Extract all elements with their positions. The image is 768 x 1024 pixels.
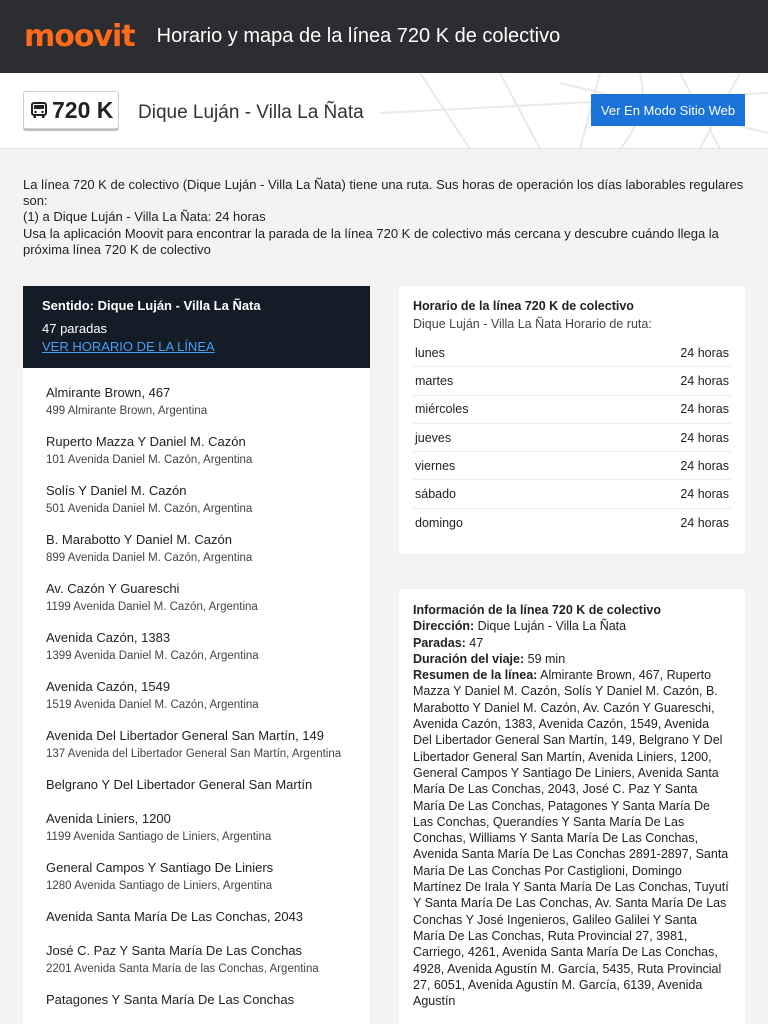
view-schedule-link[interactable]: VER HORARIO DE LA LÍNEA [42,339,215,354]
moovit-logo[interactable]: moovit [24,19,135,54]
stop-address: 499 Almirante Brown, Argentina [46,405,208,417]
direction-header [23,286,370,368]
list-item[interactable] [46,859,370,894]
list-item[interactable] [46,580,370,615]
stop-name: Avenida Cazón, 1549 [46,679,171,694]
list-item[interactable] [46,991,370,1011]
schedule-card [399,286,745,554]
direction-label: Dirección: [413,619,475,634]
stop-name: Avenida Del Libertador General San Martín, 149 [46,728,324,743]
day-label: sábado [415,487,457,502]
stop-name: José C. Paz Y Santa María De Las Conchas [46,943,303,958]
summary-value: Almirante Brown, 467, Ruperto Mazza Y Daniel M. Cazón, Solís Y Daniel M. Cazón, B. Marabotto Y Daniel M. Cazón, Av. Cazón Y Guareschi, Avenida Cazón, 1383, Avenida Cazón, 1549, Avenida Del Libertador General San Martín, 149, Belgrano Y Del Libertador General San Martín, Avenida Liniers, 1200, General Campos Y Santiago De Liniers, Avenida Santa María De Las Conchas, 2043, José C. Paz Y Santa María De Las Conchas, Patagones Y Santa María De Las Conchas, Querandíes Y Santa María De Las Conchas, Williams Y Santa María De Las Conchas, Avenida Santa María De Las Conchas 2891-2897, Santa María De Las Conchas Por Castiglioni, Domingo Martínez De Irala Y Santa María De Las Conchas, Tuyutí Y Santa María De Las Conchas, Av. Santa María De Las Conchas Y José Ingenieros, Galileo Galilei Y Santa María De Las Conchas, Ruta Provincial 27, 3981, Carriego, 4261, Avenida Santa María De Las Conchas, 4928, Avenida Agustín M. García, 5435, Ruta Provincial 27, 6051, Avenida Agustín M. García, 6139, Avenida Agustín [413,668,729,1009]
hours-value: 24 horas [680,373,729,388]
summary-label: Resumen de la línea: [413,668,538,683]
duration-value: 59 min [527,651,566,666]
day-label: miércoles [415,402,469,417]
day-label: jueves [415,430,452,445]
list-item[interactable] [46,776,370,796]
info-summary [413,667,731,1009]
table-row [413,367,731,395]
stop-name: Av. Cazón Y Guareschi [46,581,180,596]
top-bar [0,0,768,73]
stop-address: 137 Avenida del Libertador General San Martín, Argentina [46,748,342,760]
list-item[interactable] [46,629,370,664]
hours-value: 24 horas [680,402,729,417]
day-label: viernes [415,458,456,473]
list-item[interactable] [46,727,370,762]
table-row [413,424,731,452]
stop-name: Ruperto Mazza Y Daniel M. Cazón [46,434,246,449]
intro-text-1: La línea 720 K de colectivo (Dique Luján - Villa La Ñata) tiene una ruta. Sus horas de operación los días laborables regulares son: [23,177,744,209]
schedule-subtitle: Dique Luján - Villa La Ñata Horario de ruta: [413,317,652,331]
table-row [413,509,731,537]
info-stops [413,635,731,651]
table-row [413,396,731,424]
info-title: Información de la línea 720 K de colectivo [413,603,661,617]
day-label: domingo [415,515,463,530]
info-direction [413,618,731,634]
hours-value: 24 horas [680,345,729,360]
line-number: 720 K [52,96,114,123]
stop-name: Avenida Cazón, 1383 [46,630,171,645]
stop-address: 1199 Avenida Daniel M. Cazón, Argentina [46,601,258,613]
stop-address: 101 Avenida Daniel M. Cazón, Argentina [46,454,253,466]
route-name: Dique Luján - Villa La Ñata [138,102,364,123]
stop-address: 899 Avenida Daniel M. Cazón, Argentina [46,552,253,564]
line-info-card [399,589,745,1024]
schedule-table [413,339,731,537]
schedule-title: Horario de la línea 720 K de colectivo [413,299,634,313]
stops-label: Paradas: [413,635,466,650]
stop-address: 1519 Avenida Daniel M. Cazón, Argentina [46,699,259,711]
stop-address: 1399 Avenida Daniel M. Cazón, Argentina [46,650,259,662]
stop-name: Belgrano Y Del Libertador General San Martín [46,777,313,792]
list-item[interactable] [46,482,370,517]
page-title: Horario y mapa de la línea 720 K de colectivo [156,25,561,47]
website-mode-button[interactable]: Ver En Modo Sitio Web [591,94,745,126]
stop-address: 1280 Avenida Santiago de Liniers, Argentina [46,880,273,892]
stop-name: Patagones Y Santa María De Las Conchas [46,992,295,1007]
intro-text-2: (1) a Dique Luján - Villa La Ñata: 24 horas [23,209,266,225]
list-item[interactable] [46,908,370,928]
stop-address: 2201 Avenida Santa María de las Conchas, Argentina [46,963,319,975]
line-badge [23,91,119,129]
stops-list [23,368,370,1011]
hours-value: 24 horas [680,458,729,473]
intro-text-3: Usa la aplicación Moovit para encontrar la parada de la línea 720 K de colectivo más cercana y descubre cuándo llega la próxima línea 720 K de colectivo [23,225,719,257]
hours-value: 24 horas [680,430,729,445]
stop-name: Almirante Brown, 467 [46,385,171,400]
stop-address: 501 Avenida Daniel M. Cazón, Argentina [46,503,253,515]
duration-label: Duración del viaje: [413,651,525,666]
list-item[interactable] [46,810,370,845]
stop-name: B. Marabotto Y Daniel M. Cazón [46,532,232,547]
bus-icon [30,101,48,119]
stop-name: Avenida Liniers, 1200 [46,811,171,826]
hours-value: 24 horas [680,487,729,502]
direction-title: Sentido: Dique Luján - Villa La Ñata [42,298,261,313]
table-row [413,339,731,367]
table-row [413,452,731,480]
stop-name: Solís Y Daniel M. Cazón [46,483,187,498]
line-description [23,177,745,258]
stops-value: 47 [469,635,484,650]
list-item[interactable] [46,384,370,419]
list-item[interactable] [46,678,370,713]
day-label: martes [415,373,454,388]
info-duration [413,651,731,667]
table-row [413,480,731,508]
hours-value: 24 horas [680,515,729,530]
stops-panel [23,286,370,1024]
list-item[interactable] [46,433,370,468]
list-item[interactable] [46,531,370,566]
list-item[interactable] [46,942,370,977]
stops-count: 47 paradas [42,321,108,336]
stop-name: Avenida Santa María De Las Conchas, 2043 [46,909,304,924]
stop-address: 1199 Avenida Santiago de Liniers, Argentina [46,831,272,843]
stop-name: General Campos Y Santiago De Liniers [46,860,274,875]
day-label: lunes [415,345,445,360]
direction-value: Dique Luján - Villa La Ñata [477,619,627,634]
